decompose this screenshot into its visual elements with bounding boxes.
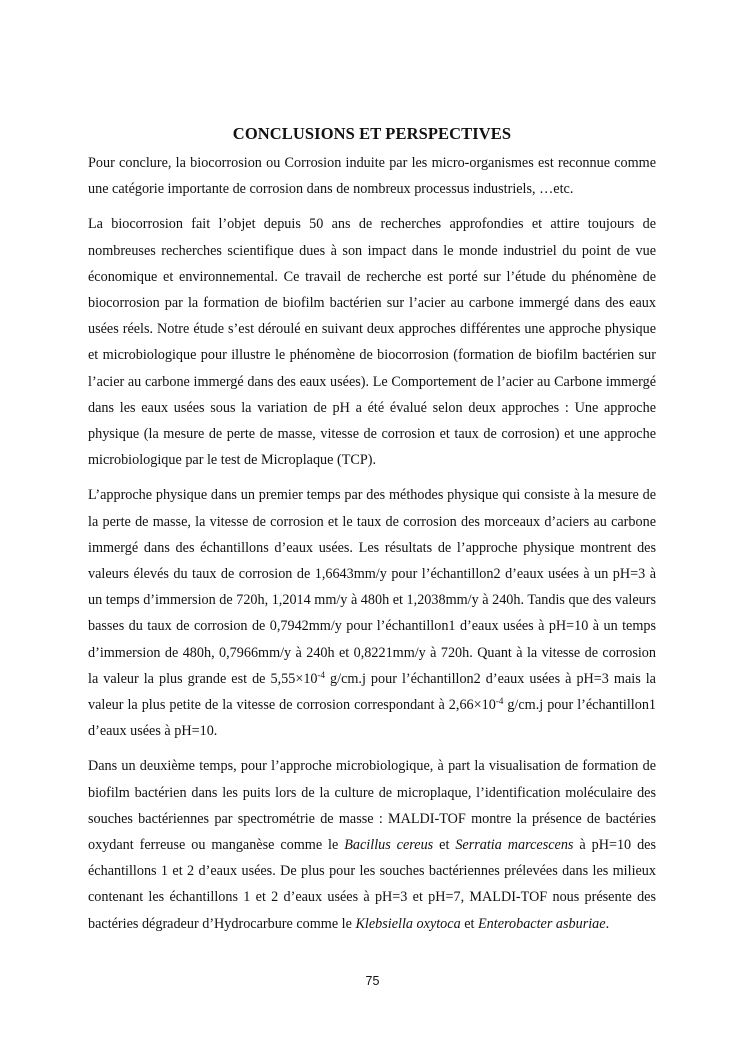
species-name: Enterobacter asburiae xyxy=(478,915,606,932)
species-name: Serratia marcescens xyxy=(455,837,574,854)
text-run: L’approche physique dans un premier temps par des méthodes physique qui consiste à la mesure de la perte de masse, la vitesse de corrosion et le taux de corrosion des morceaux d’aciers au carbone immergé dans des échantillons d’eaux usées. Les résultats de l’approche physique montrent des valeurs élevés du taux de corrosion de 1,6643mm/y pour l’échantillon2 d’eaux usées à un pH=3 à un temps d’immersion de 720h, 1,2014 mm/y à 480h et 1,2038mm/y à 240h. Tandis que des valeurs basses du taux de corrosion de 0,7942mm/y pour l’échantillon1 d’eaux usées à pH=10 à un temps d’immersion de 480h, 0,7966mm/y à 240h et 0,8221mm/y à 720h. Quant à la vitesse de corrosion la valeur la plus grande est de 5,55×10 xyxy=(88,487,656,687)
document-page xyxy=(88,124,656,946)
page-title: CONCLUSIONS ET PERSPECTIVES xyxy=(232,124,512,143)
text-run: et xyxy=(433,837,456,854)
paragraph-intro: Pour conclure, la biocorrosion ou Corrosion induite par les micro-organismes est reconnue comme une catégorie importante de corrosion dans de nombreux processus industriels, …etc. xyxy=(88,155,656,198)
text-run: g/cm.j pour l’échantillon2 d’eaux usées à pH=3 mais la valeur la plus petite de la vitesse de corrosion correspondant à 2,66×10 xyxy=(88,670,656,714)
text-run: g/cm.j pour l’échantillon1 d’eaux usées à pH=10. xyxy=(88,697,657,740)
text-run: à pH=10 des échantillons 1 et 2 d’eaux usées. De plus pour les souches bactériennes prélevées dans les milieux contenant les échantillons 1 et 2 d’eaux usées à pH=3 et pH=7, MALDI-TOF nous présente des bactéries dégradeur d’Hydrocarbure comme le xyxy=(88,837,656,932)
paragraph-physical-approach xyxy=(88,482,656,744)
species-name: Klebsiella oxytoca xyxy=(355,915,461,932)
text-run: et xyxy=(460,915,479,932)
species-name: Bacillus cereus xyxy=(344,837,434,854)
page-number: 75 xyxy=(365,974,380,988)
text-run: Dans un deuxième temps, pour l’approche microbiologique, à part la visualisation de formation de biofilm bactérien dans les puits lors de la culture de microplaque, l’identification moléculaire des souches bactériennes par spectrométrie de masse : MALDI-TOF montre la présence de bactéries oxydant ferreuse ou manganèse comme le xyxy=(88,758,656,854)
text-run: . xyxy=(605,915,610,932)
paragraph-context: La biocorrosion fait l’objet depuis 50 ans de recherches approfondies et attire toujours de nombreuses recherches scientifique dues à son impact dans le monde industriel du point de vue économique et environnemental. Ce travail de recherche est porté sur l’étude du phénomène de biocorrosion par la formation de biofilm bactérien sur l’acier au carbone immergé dans des eaux usées réels. Notre étude s’est déroulé en suivant deux approches différentes une approche physique et microbiologique pour illustre le phénomène de biocorrosion (formation de biofilm bactérien sur l’acier au carbone immergé dans des eaux usées). Le Comportement de l’acier au Carbone immergé dans les eaux usées sous la variation de pH a été évalué selon deux approches : Une approche physique (la mesure de perte de masse, vitesse de corrosion et taux de corrosion) et une approche microbiologique par le test de Microplaque (TCP). xyxy=(88,216,656,469)
exponent: -4 xyxy=(495,696,504,707)
exponent: -4 xyxy=(317,669,326,680)
paragraph-microbiological-approach xyxy=(88,753,656,936)
